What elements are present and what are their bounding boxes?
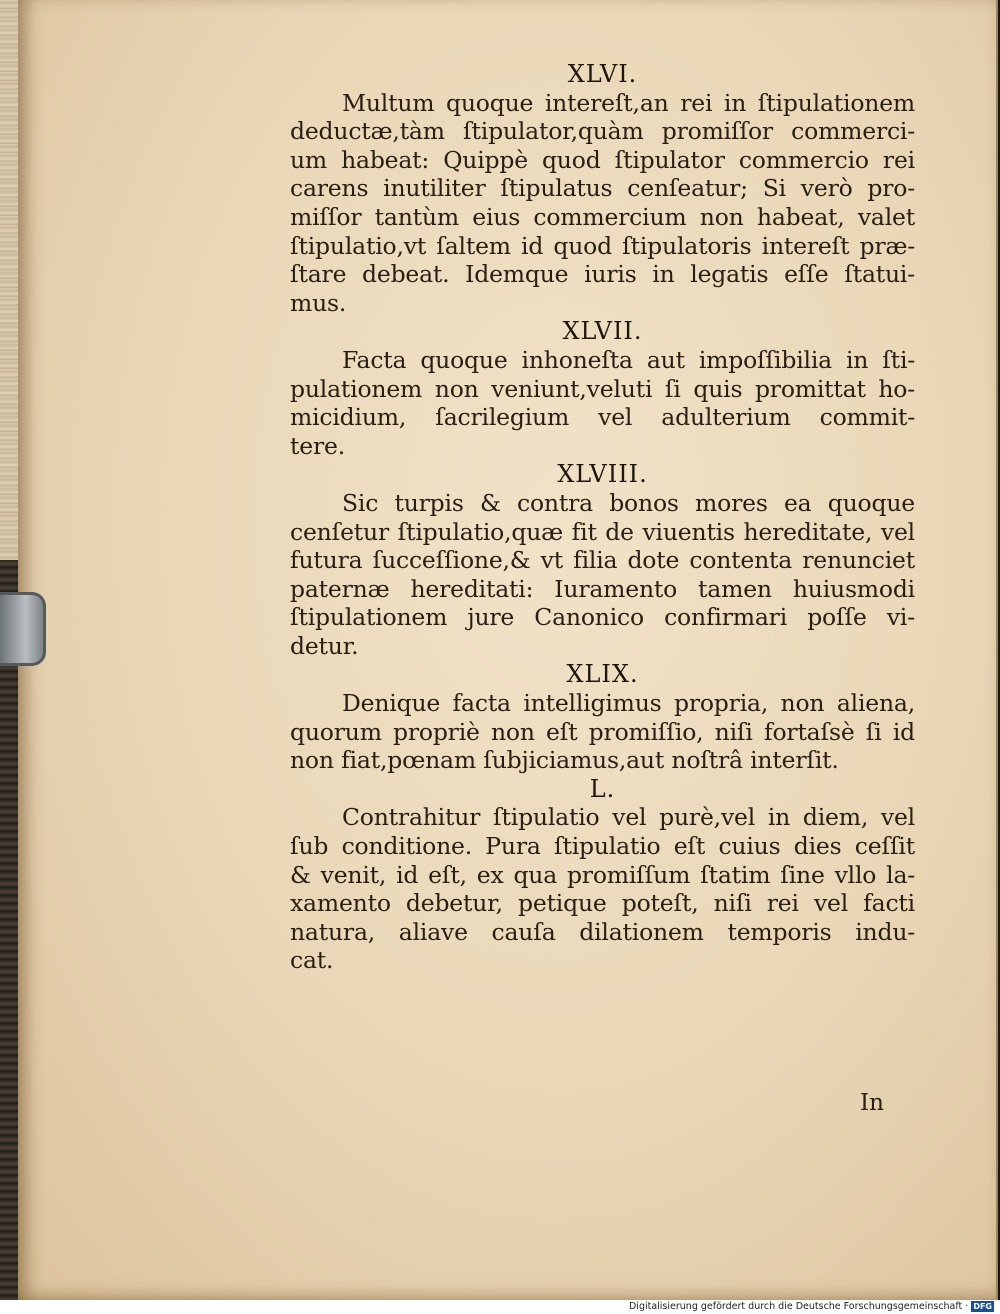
section-paragraph [290, 689, 915, 775]
section-paragraph [290, 346, 915, 460]
book-clip [0, 592, 46, 666]
text-line: miſſor tantùm eius commercium non habeat, valet [290, 202, 915, 231]
text-line: Contrahitur ſtipulatio vel purè,vel in diem, vel [342, 803, 915, 832]
dfg-logo: DFG [973, 1302, 992, 1311]
section-heading: XLVI. [567, 60, 638, 88]
text-line: cat. [290, 946, 334, 975]
text-line: quorum propriè non eſt promiſſio, niſi fortaſsè ſi id [290, 717, 915, 746]
text-line: micidium, ſacrilegium vel adulterium commit- [290, 403, 915, 432]
text-line: detur. [290, 631, 359, 660]
text-line: xamento debetur, petique poteſt, niſi rei vel facti [290, 889, 915, 918]
text-line: pulationem non veniunt,veluti ſi quis promittat ho- [290, 374, 915, 403]
text-line: cenſetur ſtipulatio,quæ fit de viuentis hereditate, vel [290, 517, 915, 546]
funding-credit-text: Digitalisierung gefördert durch die Deutsche Forschungsgemeinschaft · [628, 1301, 969, 1312]
section-heading: L. [589, 774, 616, 803]
text-line: Denique facta intelligimus propria, non aliena, [342, 689, 915, 718]
text-line: deductæ,tàm ſtipulator,quàm promiſſor commerci- [290, 117, 915, 146]
text-line: carens inutiliter ſtipulatus cenſeatur; Si verò pro- [290, 174, 915, 203]
text-line: ſtare debeat. Idemque iuris in legatis eſſe ſtatui- [290, 260, 915, 289]
text-line: Multum quoque intereſt,an rei in ſtipulationem [342, 88, 915, 117]
text-line: natura, aliave cauſa dilationem temporis indu- [290, 917, 915, 946]
funding-credit [629, 1300, 994, 1314]
text-line: Facta quoque inhoneſta aut impoſſibilia in ſti- [342, 345, 915, 374]
section-paragraph [290, 489, 915, 661]
text-line: ſtipulatio,vt ſaltem id quod ſtipulatoris intereſt præ- [290, 231, 915, 260]
text-line: tere. [290, 431, 345, 460]
text-line: futura ſucceſſione,& vt filia dote contenta renunciet [290, 546, 915, 575]
text-line: ſtipulationem jure Canonico confirmari poſſe vi- [290, 603, 915, 632]
section-paragraph [290, 803, 915, 975]
section-heading: XLIX. [566, 660, 639, 689]
page-text [290, 60, 915, 975]
text-line: non fiat,pœnam ſubjiciamus,aut noſtrâ interſit. [290, 746, 839, 775]
text-line: paternæ hereditati: Iuramento tamen huiusmodi [290, 574, 915, 603]
text-line: ſub conditione. Pura ſtipulatio eſt cuius dies ceſſit [290, 832, 915, 861]
text-line: mus. [290, 288, 347, 317]
text-line: Sic turpis & contra bonos mores ea quoque [342, 488, 915, 517]
section-paragraph [290, 89, 915, 318]
section-heading: XLVIII. [557, 460, 648, 489]
text-line: um habeat: Quippè quod ſtipulator commercio rei [290, 145, 915, 174]
text-line: & venit, id eſt, ex qua promiſſum ſtatim ſine vllo la- [290, 860, 915, 889]
catchword: In [860, 1090, 884, 1116]
section-heading: XLVII. [562, 317, 643, 346]
